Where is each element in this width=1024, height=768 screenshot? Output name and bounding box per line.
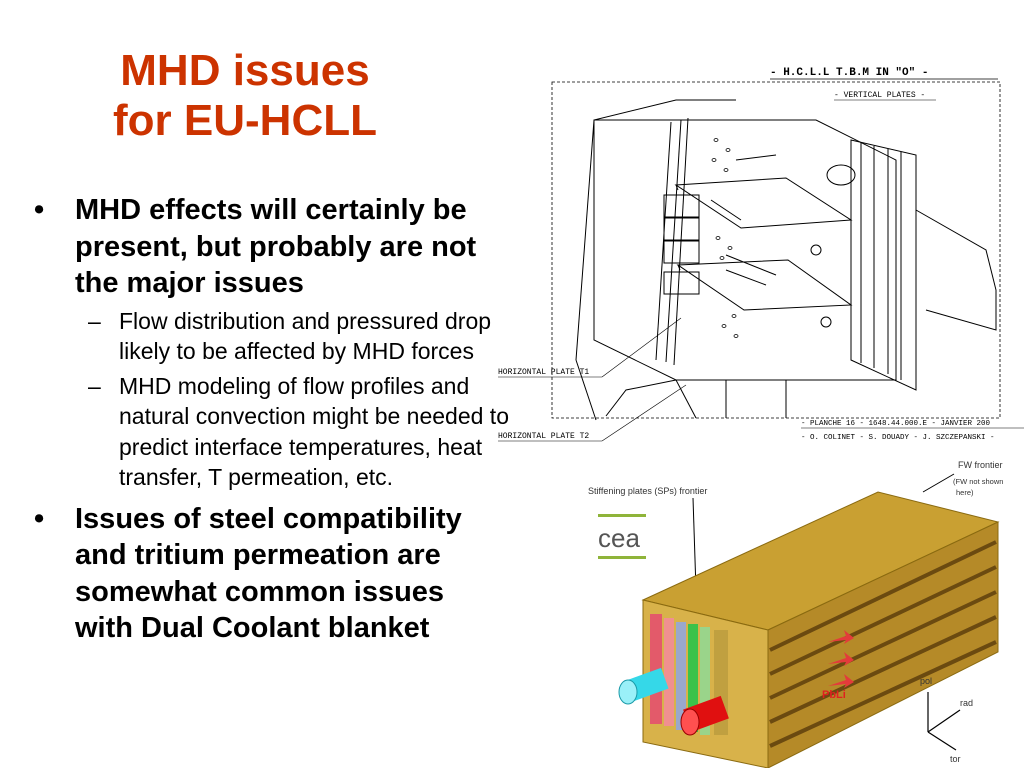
bullet-text: MHD effects will certainly be present, but probably are not the major issues <box>75 194 477 299</box>
label-fw-note-2: here) <box>956 488 974 497</box>
bullet-list <box>34 192 509 647</box>
label-plate-t1: HORIZONTAL PLATE T1 <box>498 368 590 377</box>
label-fw-note-1: (FW not shown <box>953 477 1004 486</box>
drawing-footer-1: - PLANCHE 16 - 1648.44.000.E - JANVIER 200 <box>801 420 991 428</box>
axis-triad <box>928 692 960 750</box>
dash-symbol: – <box>88 307 101 334</box>
drawing-header-sub: - VERTICAL PLATES - <box>834 91 926 100</box>
hcll-module-render <box>578 452 1024 768</box>
sub-bullet-item <box>34 306 509 367</box>
title-line-1: MHD issues <box>120 46 370 95</box>
label-stiffening-plates: Stiffening plates (SPs) frontier <box>588 486 708 496</box>
bullet-symbol: • <box>34 194 45 226</box>
drawing-footer-2: - O. COLINET - S. DOUADY - J. SZCZEPANSKI - <box>801 434 995 442</box>
label-fw-frontier: FW frontier <box>958 460 1003 470</box>
drawing-frame <box>552 82 1000 418</box>
bullet-item <box>34 192 509 302</box>
bullet-symbol: • <box>34 502 45 535</box>
cea-logo-text: cea <box>598 523 640 553</box>
tbm-technical-drawing <box>496 60 1024 445</box>
bullet-item <box>34 501 509 647</box>
dash-symbol: – <box>88 372 101 399</box>
sub-bullet-text: MHD modeling of flow profiles and natural convection might be needed to predict interface temperatures, heat transfer, T permeation, etc. <box>119 372 509 490</box>
axis-tor: tor <box>950 754 961 764</box>
axis-pol: pol <box>920 676 933 686</box>
bullet-text: Issues of steel compatibility and tritium permeation are somewhat common issues with Dual Coolant blanket <box>75 502 462 644</box>
cea-logo <box>598 514 646 559</box>
drawing-header-title: - H.C.L.L T.B.M IN "O" - <box>770 67 929 79</box>
label-plate-t2: HORIZONTAL PLATE T2 <box>498 432 590 441</box>
slide-title <box>60 46 430 146</box>
title-line-2: for EU-HCLL <box>113 96 377 145</box>
label-pbli: PbLi <box>822 689 846 701</box>
sub-bullet-text: Flow distribution and pressured drop likely to be affected by MHD forces <box>119 307 492 364</box>
axis-rad: rad <box>960 698 974 708</box>
sub-bullet-item <box>34 371 509 493</box>
